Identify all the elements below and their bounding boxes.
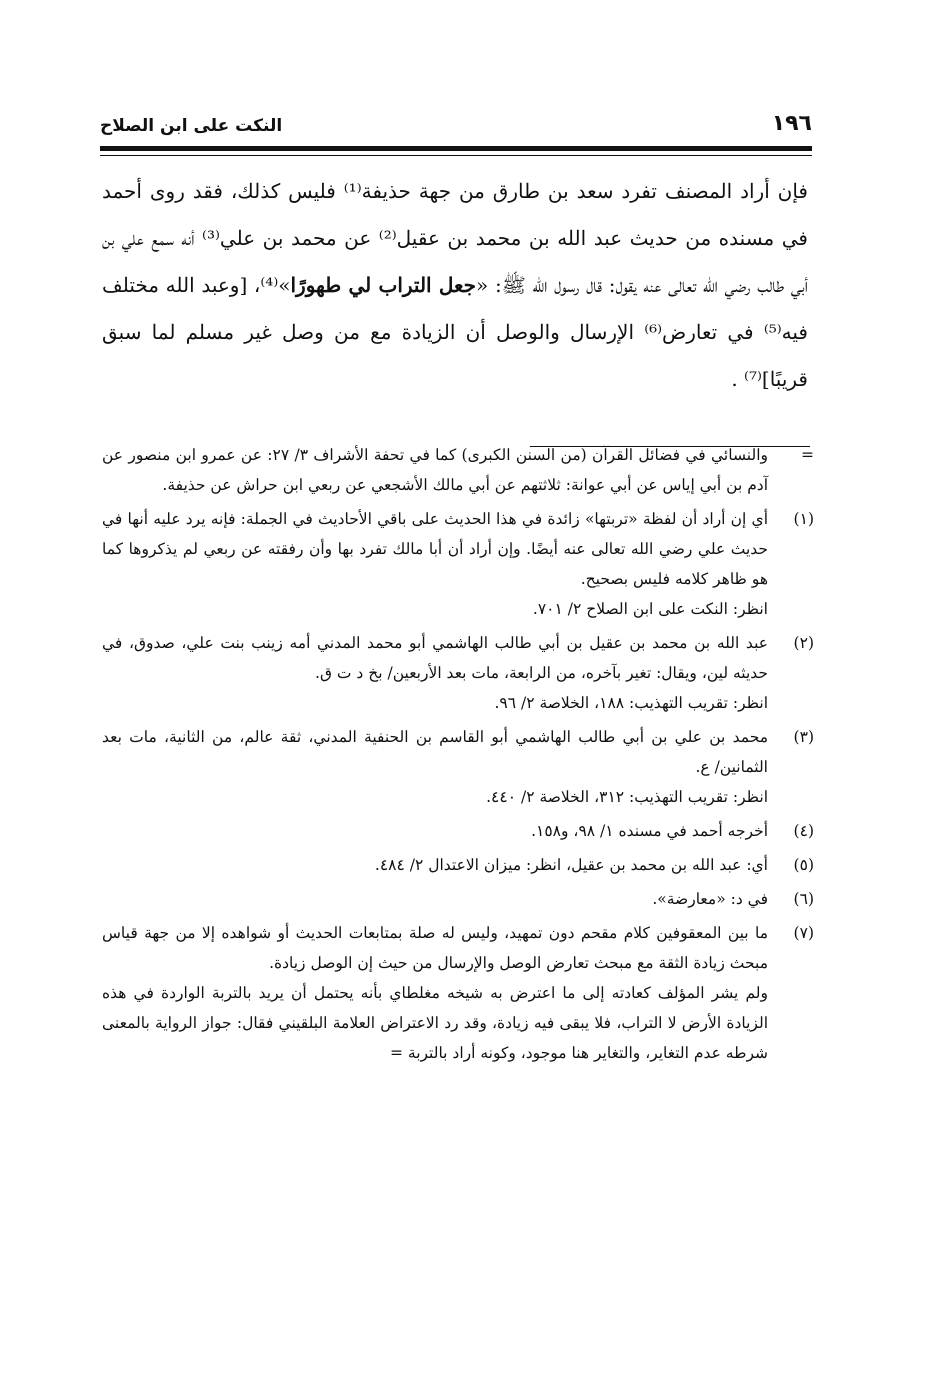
footnote-text: محمد بن علي بن أبي طالب الهاشمي أبو القاسم بن الحنفية المدني، ثقة عالم، من الثانية، مات بعد الثمانين/ ع. — [102, 728, 768, 776]
footnote-text-continued: ولم يشر المؤلف كعادته إلى ما اعترض به شيخه مغلطاي بأنه يحتمل أن يريد بالتربة الواردة في هذه الزيادة الأرض لا التراب، فلا يبقى فيه زيادة، وقد رد الاعتراض العلامة البلقيني فقال: جواز الرواية بالمعنى شرطه عدم التغاير، والتغاير هنا موجود، وكونه أراد بالتربة = — [102, 984, 768, 1062]
footnote-marker: (٦) — [793, 890, 814, 908]
main-text — [102, 168, 808, 403]
footnote-text: أخرجه أحمد في مسنده ١/ ٩٨، و١٥٨. — [531, 822, 768, 840]
footnote-2 — [102, 628, 814, 718]
footnote-body — [102, 440, 768, 500]
header-rule-thin — [100, 155, 812, 156]
footnote-body — [102, 722, 768, 812]
footnote-text: والنسائي في فضائل القرآن (من السنن الكبرى) كما في تحفة الأشراف ٣/ ٢٧: عن عمرو ابن منصور عن آدم بن أبي إياس عن أبي عوانة: ثلاثتهم عن أبي مالك الأشجعي عن ربعي ابن حراش عن حذيفة. — [102, 446, 768, 494]
footnote-marker: = — [801, 446, 814, 464]
footnote-body — [102, 504, 768, 624]
page-number: ١٩٦ — [771, 111, 812, 136]
footnote-text: في د: «معارضة». — [652, 890, 768, 908]
footnote-marker: (٥) — [793, 856, 814, 874]
footnote-3 — [102, 722, 814, 812]
footnote-1 — [102, 504, 814, 624]
footnote-text: أي إن أراد أن لفظة «تربتها» زائدة في هذا الحديث على باقي الأحاديث في الجملة: فإنه يرد عليه أنها في حديث علي رضي الله تعالى عنه أيضًا. وإن أراد أن أبا مالك تفرد بها وأن رفقته عن ربعي لم يذكروها كما هو ظاهر كلامه فليس بصحيح. — [102, 510, 768, 588]
footnote-body — [102, 884, 768, 914]
footnote-body — [102, 816, 768, 846]
footnote-marker: (١) — [793, 510, 814, 528]
running-title: النكت على ابن الصلاح — [100, 116, 283, 136]
footnote-body — [102, 628, 768, 718]
footnote-text: أي: عبد الله بن محمد بن عقيل، انظر: ميزان الاعتدال ٢/ ٤٨٤. — [374, 856, 768, 874]
footnote-reference: انظر: تقريب التهذيب: ٣١٢، الخلاصة ٢/ ٤٤٠. — [486, 788, 768, 806]
footnotes — [102, 440, 814, 1068]
footnote-reference: انظر: تقريب التهذيب: ١٨٨، الخلاصة ٢/ ٩٦. — [494, 694, 768, 712]
main-paragraph-end: »⁽⁴⁾، [وعبد الله مختلف فيه⁽⁵⁾ في تعارض⁽⁶⁾ الإرسال والوصل أن الزيادة مع من وصل غير مسلم لما سبق قريبًا]⁽⁷⁾ . — [102, 273, 808, 391]
footnote-marker: (٤) — [793, 822, 814, 840]
footnote-body — [102, 850, 768, 880]
header-rule-thick — [100, 146, 812, 151]
footnote-continuation — [102, 440, 814, 500]
footnote-reference: انظر: النكت على ابن الصلاح ٢/ ٧٠١. — [532, 600, 768, 618]
main-paragraph-start: فإن أراد المصنف تفرد سعد بن طارق من جهة حذيفة⁽¹⁾ فليس كذلك، فقد روى أحمد في مسنده من حديث عبد الله بن محمد بن عقيل⁽²⁾ عن محمد بن علي⁽³⁾ أنه سمع علي بن أبي طالب رضي الله تعالى عنه يقول: قال رسول الله ﷺ: « — [102, 179, 809, 297]
footnote-text: ما بين المعقوفين كلام مقحم دون تمهيد، وليس له صلة بمتابعات الحديث أو شواهده إلا من جهة قياس مبحث زيادة الثقة مع مبحث تعارض الوصل والإرسال من حيث إن الوصل زيادة. — [102, 924, 768, 972]
footnote-5 — [102, 850, 814, 880]
footnote-7 — [102, 918, 814, 1068]
hadith-quote: جعل التراب لي طهورًا — [290, 273, 477, 297]
footnote-marker: (٢) — [793, 634, 814, 652]
footnote-4 — [102, 816, 814, 846]
footnote-6 — [102, 884, 814, 914]
footnote-body — [102, 918, 768, 1068]
footnote-marker: (٣) — [793, 728, 814, 746]
footnote-text: عبد الله بن محمد بن عقيل بن أبي طالب الهاشمي أبو محمد المدني أمه زينب بنت علي، صدوق، في حديثه لين، ويقال: تغير بآخره، من الرابعة، مات بعد الأربعين/ بخ د ت ق. — [102, 634, 768, 682]
main-paragraph — [102, 168, 808, 403]
page-header — [100, 108, 812, 136]
footnote-marker: (٧) — [793, 924, 814, 942]
